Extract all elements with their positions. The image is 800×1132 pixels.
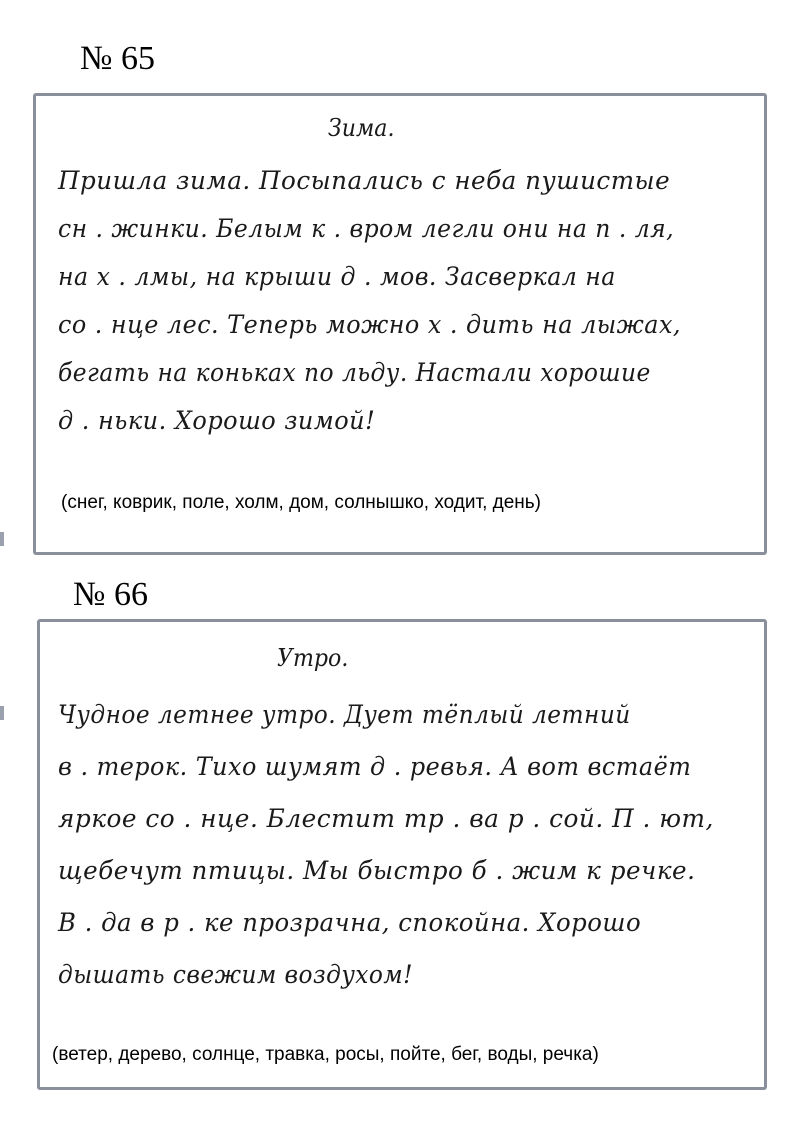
- exercise-66-number: № 66: [73, 576, 148, 613]
- exercise-65-card: [33, 93, 767, 555]
- exercise-66-line-2: в . терок. Тихо шумят д . ревья. А вот встаёт: [58, 752, 692, 781]
- exercise-65-line-3: на х . лмы, на крыши д . мов. Засверкал на: [58, 262, 616, 291]
- exercise-66-line-4: щебечут птицы. Мы быстро б . жим к речке.: [58, 856, 696, 885]
- exercise-66-line-1: Чудное летнее утро. Дует тёплый летний: [58, 700, 631, 729]
- exercise-66-card: [37, 619, 767, 1090]
- exercise-65-line-4: со . нце лес. Теперь можно х . дить на лыжах,: [58, 310, 682, 339]
- exercise-66-line-6: дышать свежим воздухом!: [58, 960, 413, 989]
- exercise-66-line-3: яркое со . нце. Блестит тр . ва р . сой. П . ют,: [58, 804, 714, 833]
- edge-mark: [0, 532, 4, 546]
- exercise-66-line-5: В . да в р . ке прозрачна, спокойна. Хорошо: [58, 908, 642, 937]
- exercise-66-word-hint: (ветер, дерево, солнце, травка, росы, пойте, бег, воды, речка): [52, 1044, 599, 1065]
- exercise-65-word-hint: (снег, коврик, поле, холм, дом, солнышко, ходит, день): [61, 492, 542, 513]
- exercise-65-line-1: Пришла зима. Посыпались с неба пушистые: [58, 166, 671, 195]
- exercise-65-number: № 65: [80, 40, 155, 77]
- exercise-65-title: Зима.: [328, 114, 395, 142]
- edge-mark: [0, 706, 4, 720]
- exercise-66-title: Утро.: [277, 644, 349, 672]
- exercise-65-line-2: сн . жинки. Белым к . вром легли они на п . ля,: [58, 214, 675, 243]
- exercise-65-line-6: д . ньки. Хорошо зимой!: [58, 406, 376, 435]
- exercise-65-line-5: бегать на коньках по льду. Настали хорошие: [58, 358, 651, 387]
